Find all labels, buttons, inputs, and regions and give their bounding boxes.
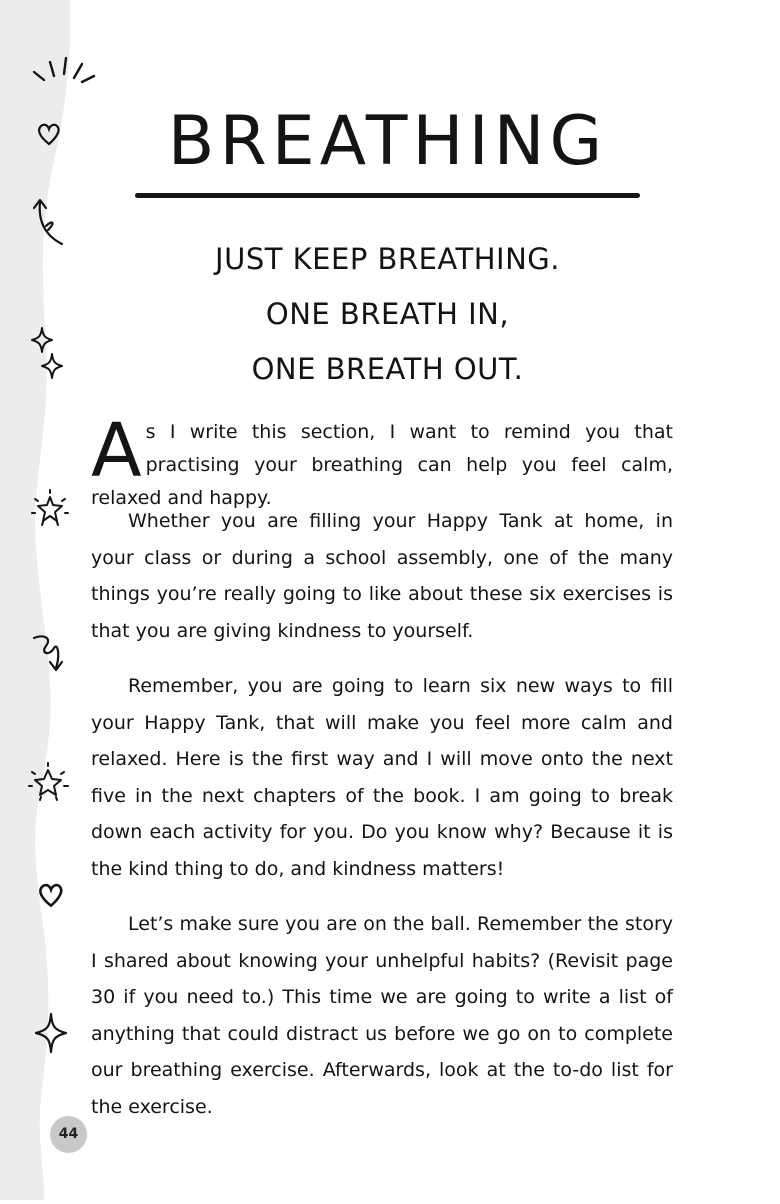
quote-line: ONE BREATH IN,: [265, 297, 510, 331]
heart-icon: [35, 120, 63, 148]
paragraph-text: s I write this section, I want to remind you that practising your breathing can help you feel calm, relaxed and happy.: [91, 421, 673, 509]
paragraph-intro: [91, 408, 673, 515]
paragraph: Let’s make sure you are on the ball. Remember the story I shared about knowing your unhelpful habits? (Revisit page 30 if you need to.) This time we are going to write a list of anything that could distract us before we go on to complete our breathing exercise. Afterwards, look at the to-do list for the exercise.: [91, 913, 673, 1118]
star-icon: [30, 489, 70, 529]
curved-arrow-icon: [32, 196, 68, 248]
heart-icon: [36, 880, 66, 910]
paragraph: Whether you are filling your Happy Tank at home, in your class or during a school assembly, one of the many things you’re really going to like about these six exercises is that you are giving kindness to yourself.: [91, 510, 673, 642]
page-title: BREATHING: [167, 102, 608, 181]
quote-line: JUST KEEP BREATHING.: [215, 242, 560, 276]
page-number: 44: [50, 1116, 87, 1153]
paragraph: Remember, you are going to learn six new ways to fill your Happy Tank, that will make you feel more calm and relaxed. Here is the first way and I will move onto the next five in the next chapters of the book. I am going to break down each activity for you. Do you know why? Because it is the kind thing to do, and kindness matters!: [91, 675, 673, 880]
star-icon: [28, 762, 70, 804]
sparkle-icon: [32, 1012, 70, 1054]
sun-rays-icon: [30, 52, 100, 88]
quote-line: ONE BREATH OUT.: [251, 352, 524, 386]
intro-quote: [135, 232, 640, 397]
loop-arrow-icon: [30, 632, 68, 674]
sparkle-pair-icon: [28, 326, 68, 382]
drop-cap: A: [91, 408, 142, 494]
title-underline: [135, 193, 640, 198]
